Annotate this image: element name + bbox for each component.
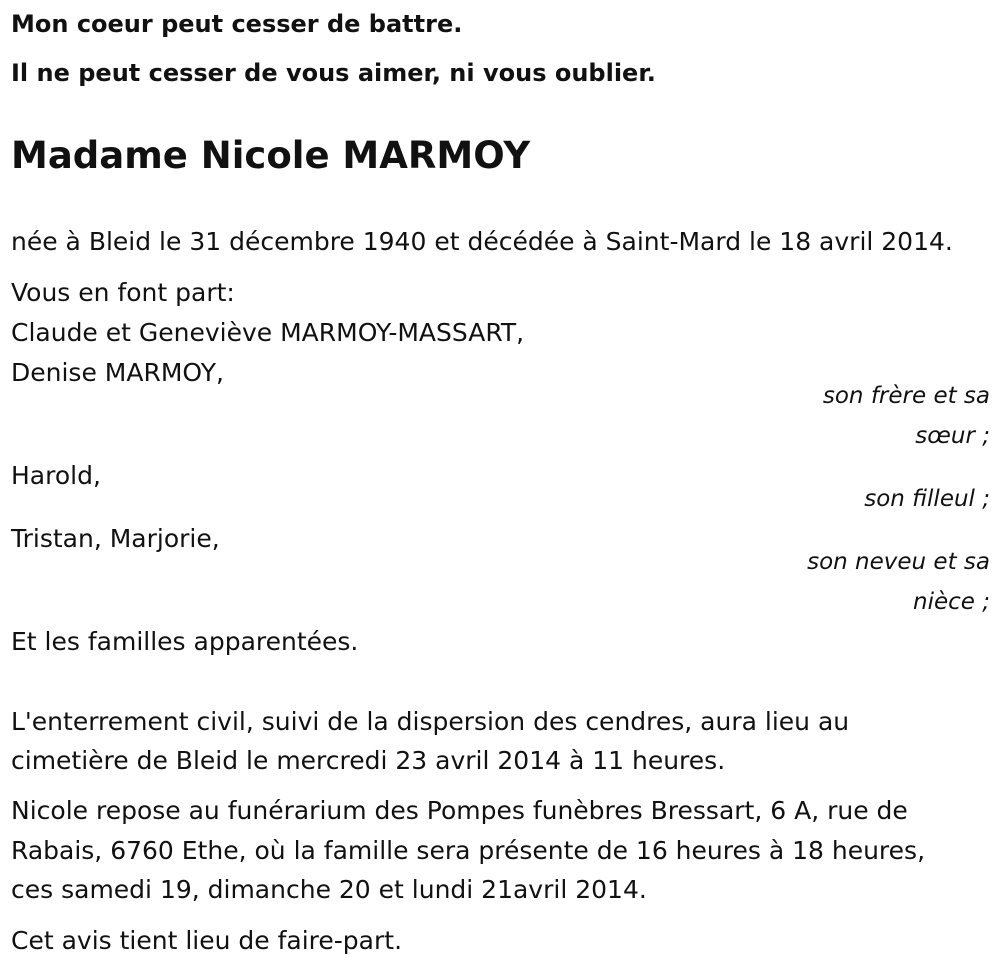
siblings-role-line-1: son frère et sa <box>822 383 990 409</box>
birth-death-line: née à Bleid le 31 décembre 1940 et décédée à Saint-Mard le 18 avril 2014. <box>11 227 953 256</box>
viewing-line-1: Nicole repose au funérarium des Pompes funèbres Bressart, 6 A, rue de <box>11 796 908 825</box>
epitaph-line-1: Mon coeur peut cesser de battre. <box>11 10 463 38</box>
siblings-role-line-2: sœur ; <box>915 423 990 449</box>
viewing-line-2: Rabais, 6760 Ethe, où la famille sera présente de 16 heures à 18 heures, <box>11 836 926 865</box>
deceased-name: Madame Nicole MARMOY <box>11 134 531 177</box>
godson-role: son filleul ; <box>864 486 990 512</box>
nephews-role-line-2: nièce ; <box>913 589 990 615</box>
epitaph-line-2: Il ne peut cesser de vous aimer, ni vous oublier. <box>11 59 656 87</box>
family-relatives: Et les familles apparentées. <box>11 627 359 656</box>
viewing-line-3: ces samedi 19, dimanche 20 et lundi 21avril 2014. <box>11 875 647 904</box>
funeral-line-2: cimetière de Bleid le mercredi 23 avril 2014 à 11 heures. <box>11 746 726 775</box>
family-siblings-line-1: Claude et Geneviève MARMOY-MASSART, <box>11 318 525 347</box>
nephews-role-line-1: son neveu et sa <box>807 549 990 575</box>
announcement-line: Vous en font part: <box>11 278 235 307</box>
funeral-line-1: L'enterrement civil, suivi de la dispersion des cendres, aura lieu au <box>11 707 850 736</box>
family-nephews: Tristan, Marjorie, <box>11 524 220 553</box>
closing-line: Cet avis tient lieu de faire-part. <box>11 926 403 955</box>
family-siblings-line-2: Denise MARMOY, <box>11 358 224 387</box>
family-godson: Harold, <box>11 461 101 490</box>
